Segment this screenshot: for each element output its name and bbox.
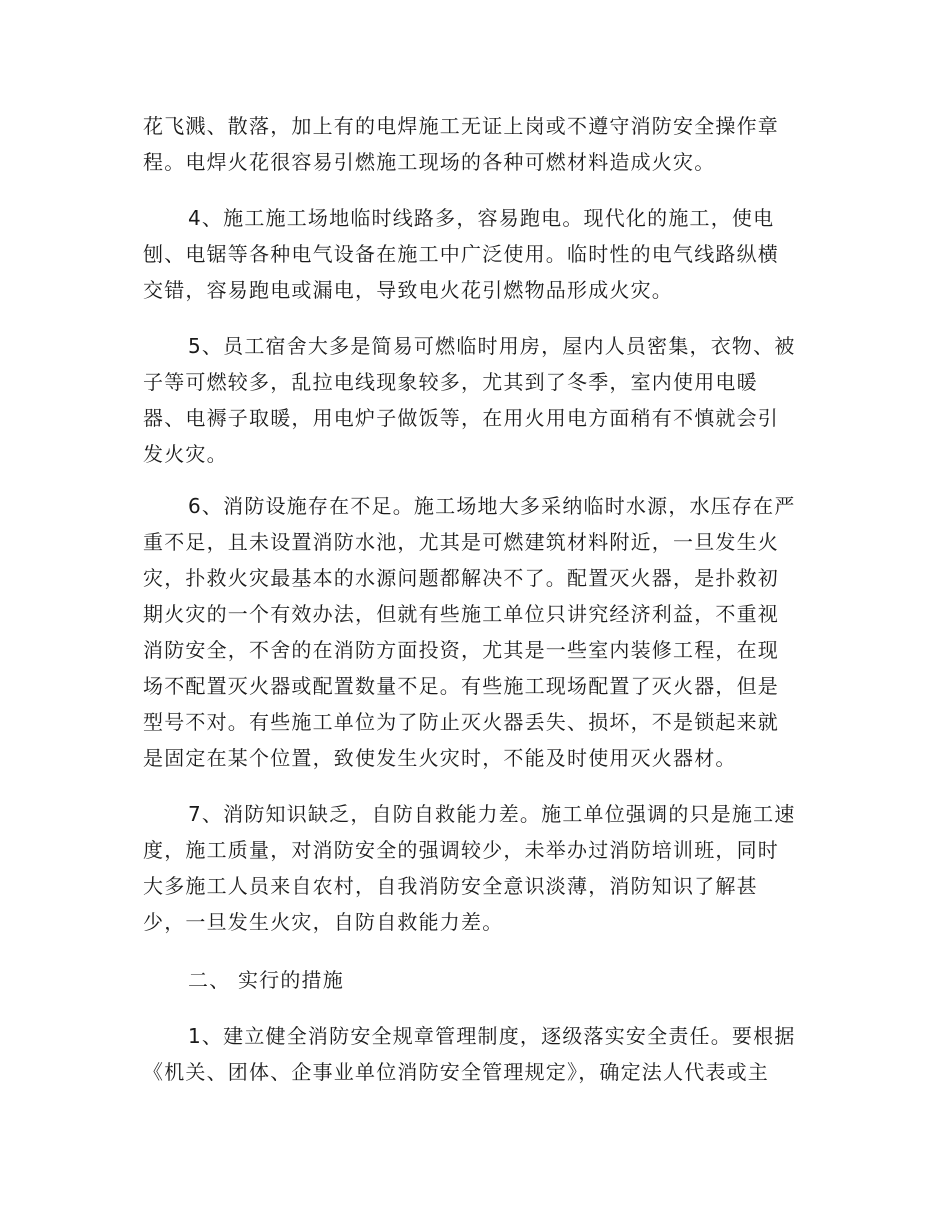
- paragraph-line: 度，施工质量，对消防安全的强调较少，未举办过消防培训班，同时: [143, 838, 779, 862]
- paragraph-line: 发火灾。: [143, 442, 228, 466]
- paragraph-line: 大多施工人员来自农村，自我消防安全意识淡薄，消防知识了解甚: [143, 874, 758, 898]
- paragraph-line: 型号不对。有些施工单位为了防止灭火器丢失、损坏，不是锁起来就: [143, 710, 779, 734]
- paragraph-line: 花飞溅、散落，加上有的电焊施工无证上岗或不遵守消防安全操作章: [143, 114, 779, 138]
- paragraph-line: 器、电褥子取暖，用电炉子做饭等，在用火用电方面稍有不慎就会引: [143, 406, 779, 430]
- paragraph-line: 重不足，且未设置消防水池，尤其是可燃建筑材料附近，一旦发生火: [143, 530, 779, 554]
- paragraph-line: 6、消防设施存在不足。施工场地大多采纳临时水源，水压存在严: [188, 494, 796, 518]
- paragraph-line: 4、施工施工场地临时线路多，容易跑电。现代化的施工，使电: [188, 206, 775, 230]
- paragraph-line: 灾，扑救火灾最基本的水源问题都解决不了。配置灭火器，是扑救初: [143, 566, 779, 590]
- paragraph-line: 程。电焊火花很容易引燃施工现场的各种可燃材料造成火灾。: [143, 150, 716, 174]
- paragraph-line: 《机关、团体、企事业单位消防安全管理规定》，确定法人代表或主: [143, 1060, 769, 1084]
- paragraph-line: 7、消防知识缺乏，自防自救能力差。施工单位强调的只是施工速: [188, 802, 796, 826]
- section-heading: 二、 实行的措施: [188, 968, 344, 992]
- paragraph-line: 消防安全，不舍的在消防方面投资，尤其是一些室内装修工程，在现: [143, 638, 779, 662]
- paragraph-line: 是固定在某个位置，致使发生火灾时，不能及时使用灭火器材。: [143, 746, 737, 770]
- paragraph-line: 期火灾的一个有效办法，但就有些施工单位只讲究经济利益，不重视: [143, 602, 779, 626]
- paragraph-line: 刨、电锯等各种电气设备在施工中广泛使用。临时性的电气线路纵横: [143, 242, 779, 266]
- paragraph-line: 子等可燃较多，乱拉电线现象较多，尤其到了冬季，室内使用电暖: [143, 370, 758, 394]
- paragraph-line: 交错，容易跑电或漏电，导致电火花引燃物品形成火灾。: [143, 278, 673, 302]
- paragraph-line: 1、建立健全消防安全规章管理制度，逐级落实安全责任。要根据: [188, 1024, 796, 1048]
- paragraph-line: 5、员工宿舍大多是简易可燃临时用房，屋内人员密集，衣物、被: [188, 334, 796, 358]
- paragraph-line: 场不配置灭火器或配置数量不足。有些施工现场配置了灭火器，但是: [143, 674, 779, 698]
- paragraph-line: 少，一旦发生火灾，自防自救能力差。: [143, 910, 504, 934]
